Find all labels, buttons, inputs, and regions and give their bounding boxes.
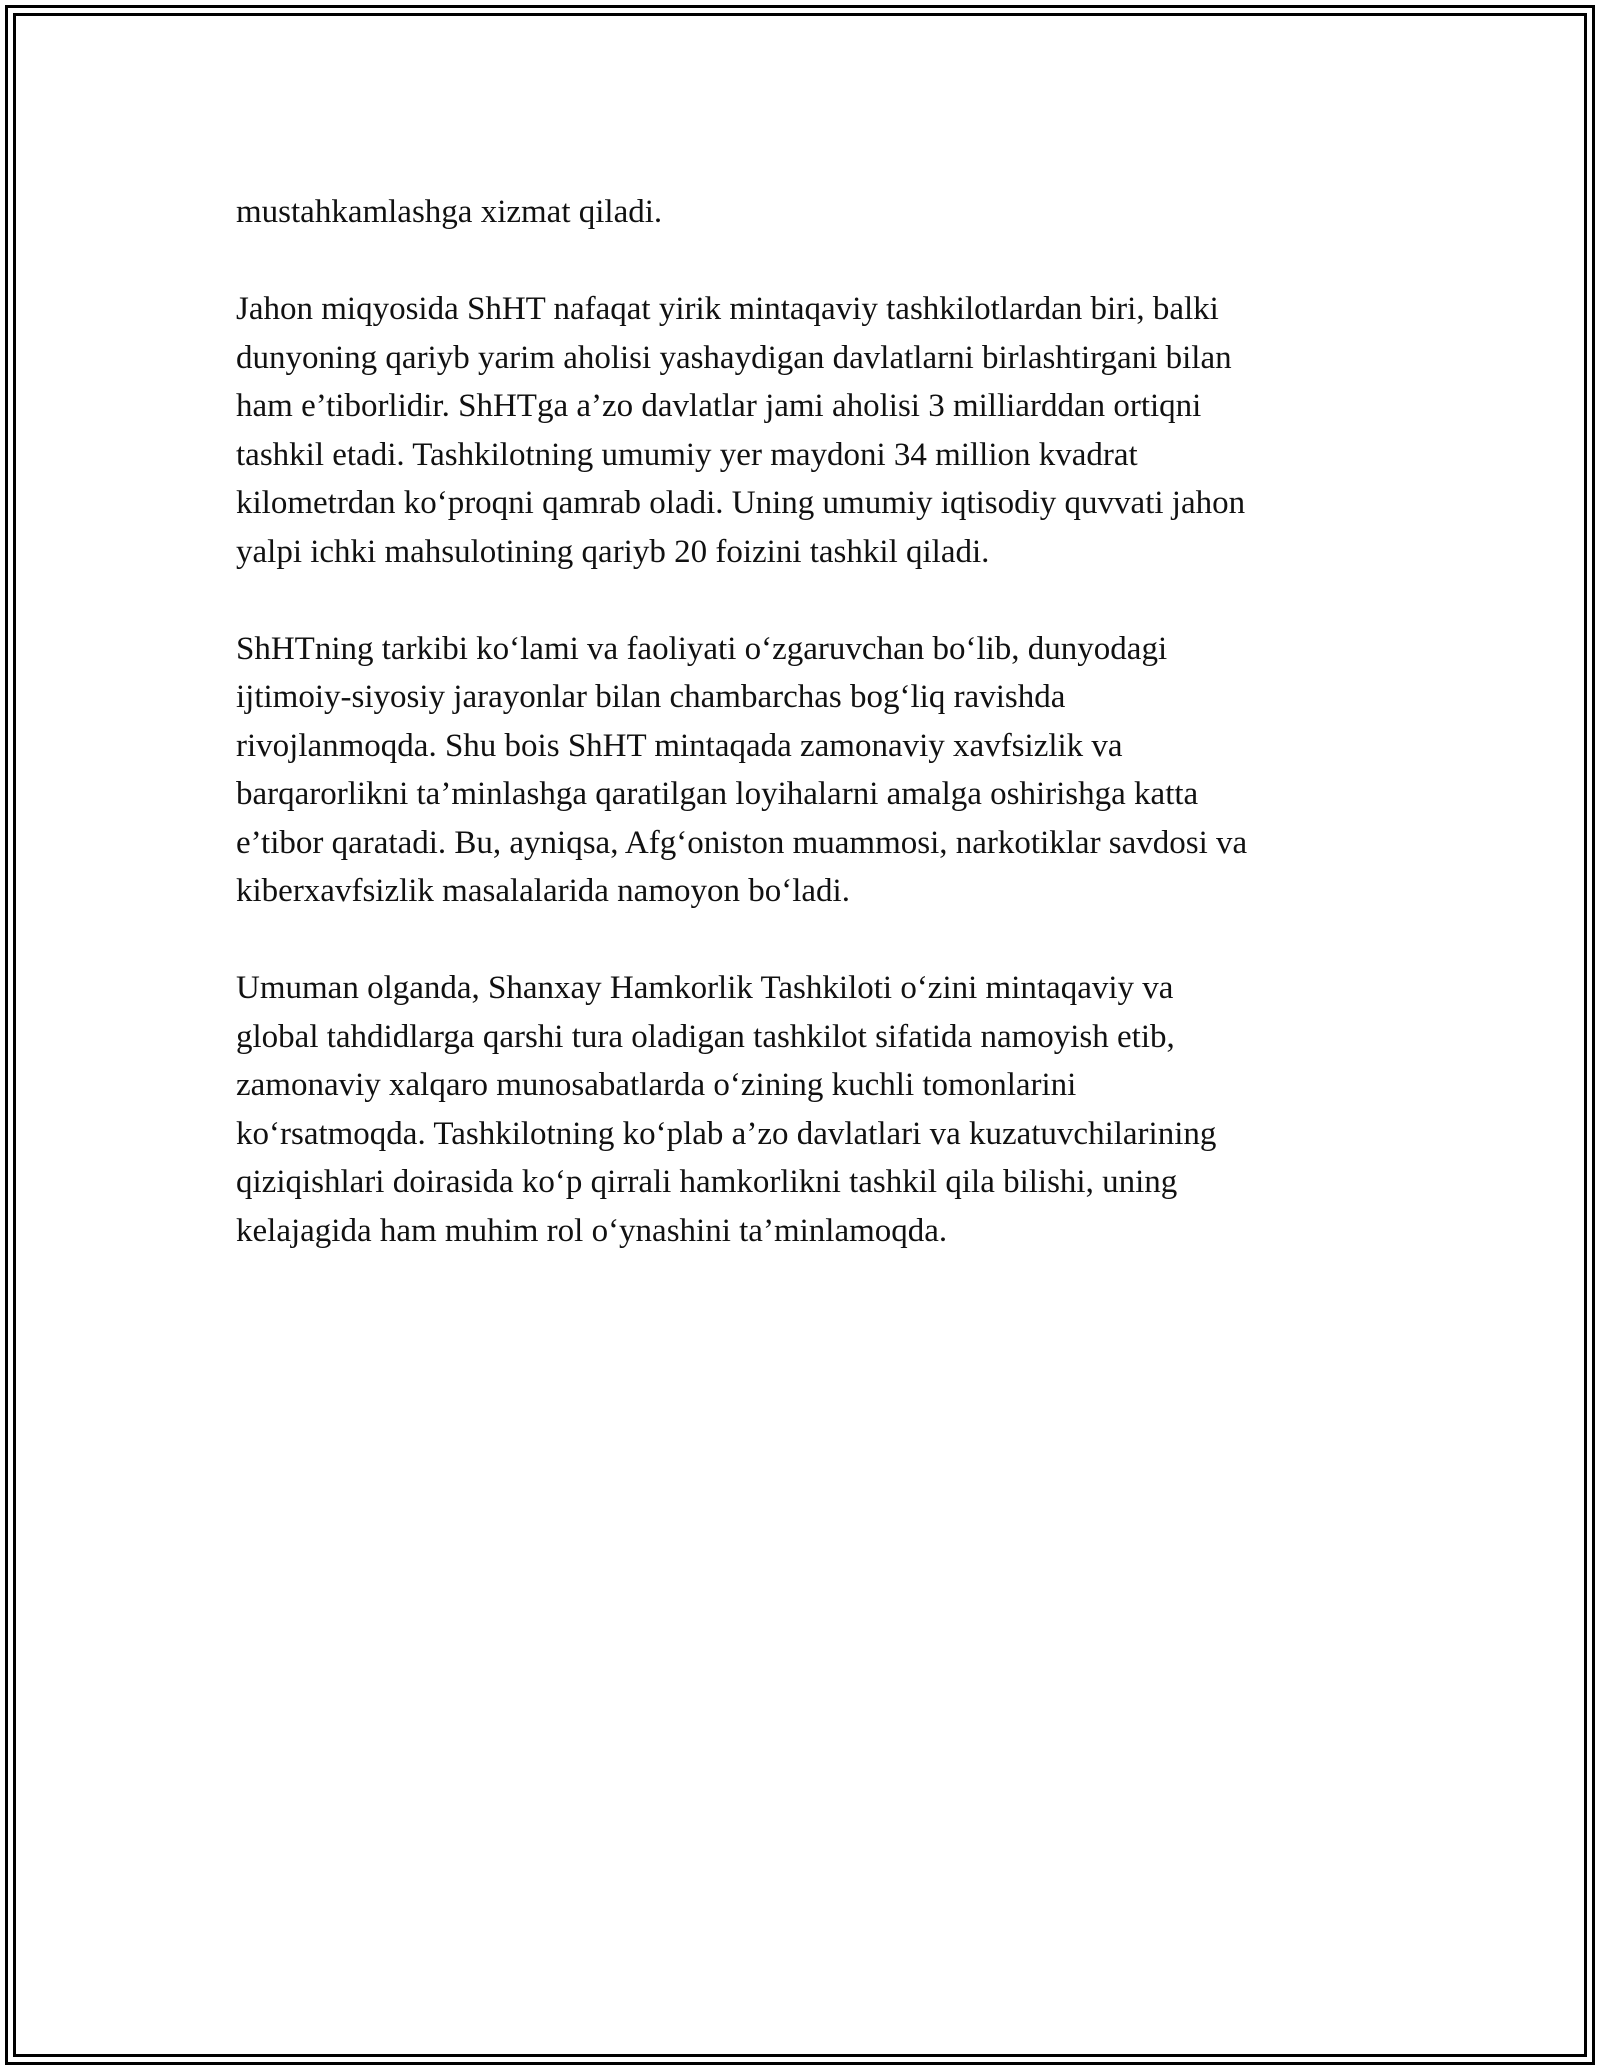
paragraph-1 <box>236 188 1386 237</box>
text-line: yalpi ichki mahsulotining qariyb 20 foizini tashkil qiladi. <box>236 533 990 570</box>
text-line: ijtimoiy-siyosiy jarayonlar bilan chambarchas bog‘liq ravishda <box>236 679 1066 715</box>
text-line: qiziqishlari doirasida ko‘p qirrali hamkorlikni tashkil qila bilishi, uning <box>236 1164 1178 1200</box>
paragraph-3 <box>236 625 1386 916</box>
text-line: global tahdidlarga qarshi tura oladigan tashkilot sifatida namoyish etib, <box>236 1018 1175 1055</box>
text-line: dunyoning qariyb yarim aholisi yashaydigan davlatlarni birlashtirgani bilan <box>236 339 1232 376</box>
paragraph-4 <box>236 964 1386 1255</box>
paragraph-2 <box>236 285 1386 576</box>
text-line: ShHTning tarkibi ko‘lami va faoliyati o‘zgaruvchan bo‘lib, dunyodagi <box>236 630 1168 667</box>
text-line: mustahkamlashga xizmat qiladi. <box>236 194 663 230</box>
text-line: zamonaviy xalqaro munosabatlarda o‘zining kuchli tomonlarini <box>236 1067 1077 1103</box>
text-line: tashkil etadi. Tashkilotning umumiy yer maydoni 34 million kvadrat <box>236 436 1138 473</box>
text-line: kilometrdan ko‘proqni qamrab oladi. Uning umumiy iqtisodiy quvvati jahon <box>236 485 1246 521</box>
text-line: ham e’tiborlidir. ShHTga a’zo davlatlar jami aholisi 3 milliarddan ortiqni <box>236 388 1202 424</box>
text-line: rivojlanmoqda. Shu bois ShHT mintaqada zamonaviy xavfsizlik va <box>236 727 1123 764</box>
text-line: e’tibor qaratadi. Bu, ayniqsa, Afg‘oniston muammosi, narkotiklar savdosi va <box>236 824 1248 861</box>
text-line: ko‘rsatmoqda. Tashkilotning ko‘plab a’zo davlatlari va kuzatuvchilarining <box>236 1115 1217 1152</box>
text-line: Jahon miqyosida ShHT nafaqat yirik mintaqaviy tashkilotlardan biri, balki <box>236 291 1219 327</box>
text-line: Umuman olganda, Shanxay Hamkorlik Tashkiloti o‘zini mintaqaviy va <box>236 970 1174 1006</box>
text-line: barqarorlikni ta’minlashga qaratilgan loyihalarni amalga oshirishga katta <box>236 776 1199 812</box>
text-line: kelajagida ham muhim rol o‘ynashini ta’minlamoqda. <box>236 1212 948 1249</box>
document-body <box>236 188 1386 1304</box>
text-line: kiberxavfsizlik masalalarida namoyon bo‘ladi. <box>236 873 850 909</box>
